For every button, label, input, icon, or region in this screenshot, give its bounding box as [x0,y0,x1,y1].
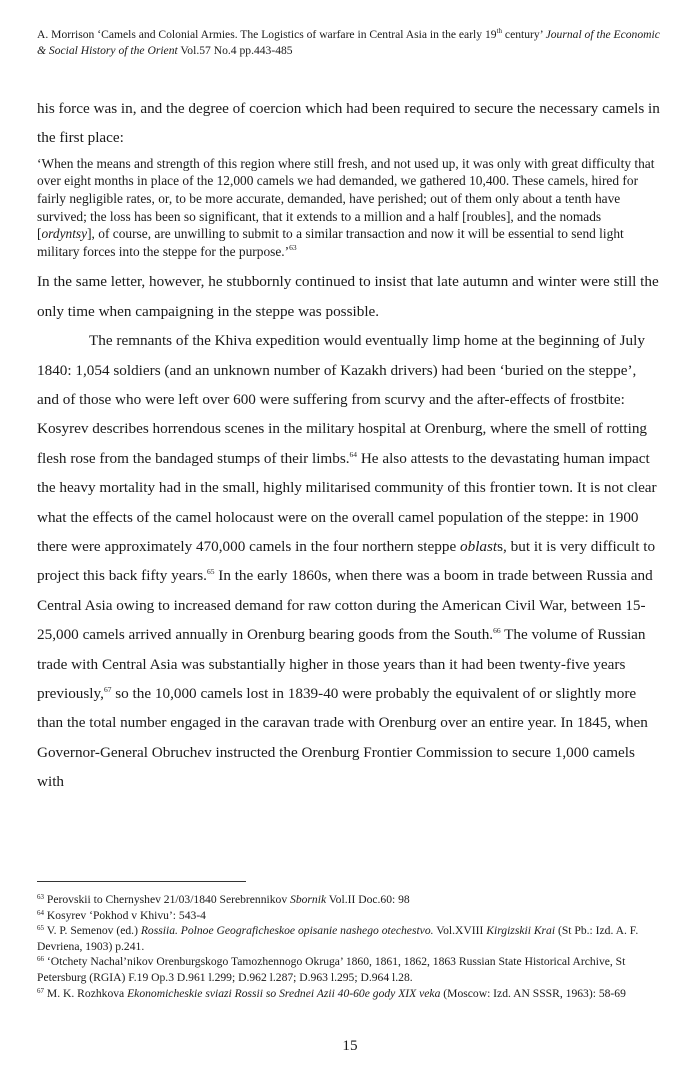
footnote-item [37,892,662,908]
running-head-author-title: A. Morrison ‘Camels and Colonial Armies. The Logistics of warfare in Central Asia in the early 19 [37,28,497,41]
footnote-item [37,954,662,985]
running-head-ordinal: th [496,27,503,35]
footnote-text: V. P. Semenov (ed.) [44,924,141,938]
footnote-number: 67 [37,986,44,995]
body-text [37,94,662,797]
page-number: 15 [342,1037,358,1054]
footnote-italic: Kirgizskii Krai [486,924,556,938]
italic-term: oblast [460,538,498,556]
footnote-italic: Ekonomicheskie sviazi Rossii so Srednei Azii 40-60e gody XIX veka [127,986,441,1000]
footnote-ref[interactable]: 63 [289,242,297,252]
running-head-citation: Vol.57 No.4 pp.443-485 [177,44,293,57]
footnote-ref[interactable]: 66 [493,626,501,636]
footnote-item [37,986,662,1002]
footnotes [37,892,662,1001]
footnote-number: 66 [37,955,44,964]
footnote-italic: Rossiia. Polnoe Geograficheskoe opisanie nashego otechestvo. [140,924,434,938]
footnote-italic: Sbornik [290,893,327,906]
paragraph-text: s, but it is very difficult to project this back fifty years. [37,538,656,585]
footnote-text: Perovskii to Chernyshev 21/03/1840 Serebrennikov [44,893,291,906]
footnote-item [37,923,662,954]
paragraph-text: The remnants of the Khiva expedition would eventually limp home at the beginning of July 1840: 1,054 soldiers (and an unknown number of Kazakh drivers) had been ‘buried on the steppe’, and of those who were left over 600 were suffering from scurvy and the after-effects of frostbite: Kosyrev describes horrendous scenes in the military hospital at Orenburg, where the smell of rotting flesh rose from the bandaged stumps of their limbs. [37,332,648,467]
quote-text-end: ], of course, are unwilling to submit to a similar transaction and now it will be essential to send light military forces into the steppe for the purpose.’ [37,226,624,259]
paragraph-text: The volume of Russian trade with Central Asia was substantially higher in those years than it had been twenty-five years previously, [37,626,646,703]
footnote-ref[interactable]: 64 [349,449,358,459]
footnote-ref[interactable]: 65 [206,567,215,577]
footnote-divider [37,881,246,882]
footnote-number: 65 [37,924,44,933]
quote-text: ‘When the means and strength of this region where still fresh, and not used up, it was only with great difficulty that over eight months in place of the 12,000 camels we had demanded, we gathered 10,400. These camels, hired for fairly negligible rates, or, to be more accurate, demanded, have perished; out of them only about a tenth have survived; the loss has been so significant, that it extends to a million and a half [roubles], and the nomads [ [37,155,655,242]
paragraph-2: In the same letter, however, he stubbornly continued to insist that late autumn and winter were still the only time when campaigning in the steppe was possible. [37,273,659,320]
footnote-text: (St Pb.: Izd. A. F. Devriena, 1903) p.241. [37,924,639,953]
footnote-text: Kosyrev ‘Pokhod v Khivu’: 543-4 [44,908,206,922]
paragraph-1: his force was in, and the degree of coercion which had been required to secure the necessary camels in the first place: [37,100,660,147]
footnote-ref[interactable]: 67 [103,685,112,695]
footnote-number: 64 [37,908,44,917]
footnote-text: Vol.XVIII [433,924,487,938]
running-head-title-end: century’ [502,28,546,41]
footnote-item [37,908,662,924]
quote-italic-term: ordyntsy [41,226,88,242]
running-head-journal: Journal of the Economic & Social History of the Orient [37,28,660,57]
running-head [37,27,662,59]
footnote-text: Vol.II Doc.60: 98 [326,893,410,906]
paragraph-text: He also attests to the devastating human impact the heavy mortality had in the small, highly militarised community of this frontier town. It is not clear what the effects of the camel holocaust were on the overall camel population of the steppe: in 1900 there were approximately 470,000 camels in the four northern steppe [37,449,657,556]
paragraph-3 [37,326,662,797]
footnote-text: (Moscow: Izd. AN SSSR, 1963): 58-69 [440,986,626,1000]
paragraph-text: so the 10,000 camels lost in 1839-40 were probably the equivalent of or slightly more than the total number engaged in the caravan trade with Orenburg over an entire year. In 1845, when Governor-General Obruchev instructed the Orenburg Frontier Commission to secure 1,000 camels with [37,685,648,791]
footnote-text: M. K. Rozhkova [44,986,128,1000]
footnote-number: 63 [37,893,44,901]
block-quote [37,155,662,261]
footnote-text: ‘Otchety Nachal’nikov Orenburgskogo Tamozhennogo Okruga’ 1860, 1861, 1862, 1863 Russian State Historical Archive, St Petersburg (RGIA) F.19 Op.3 D.961 l.299; D.962 l.287; D.963 l.295; D.964 l.28. [37,955,626,984]
paragraph-text: In the early 1860s, when there was a boom in trade between Russia and Central Asia owing to increased demand for raw cotton during the American Civil War, between 15-25,000 camels arrived annually in Orenburg bearing goods from the South. [37,567,653,644]
